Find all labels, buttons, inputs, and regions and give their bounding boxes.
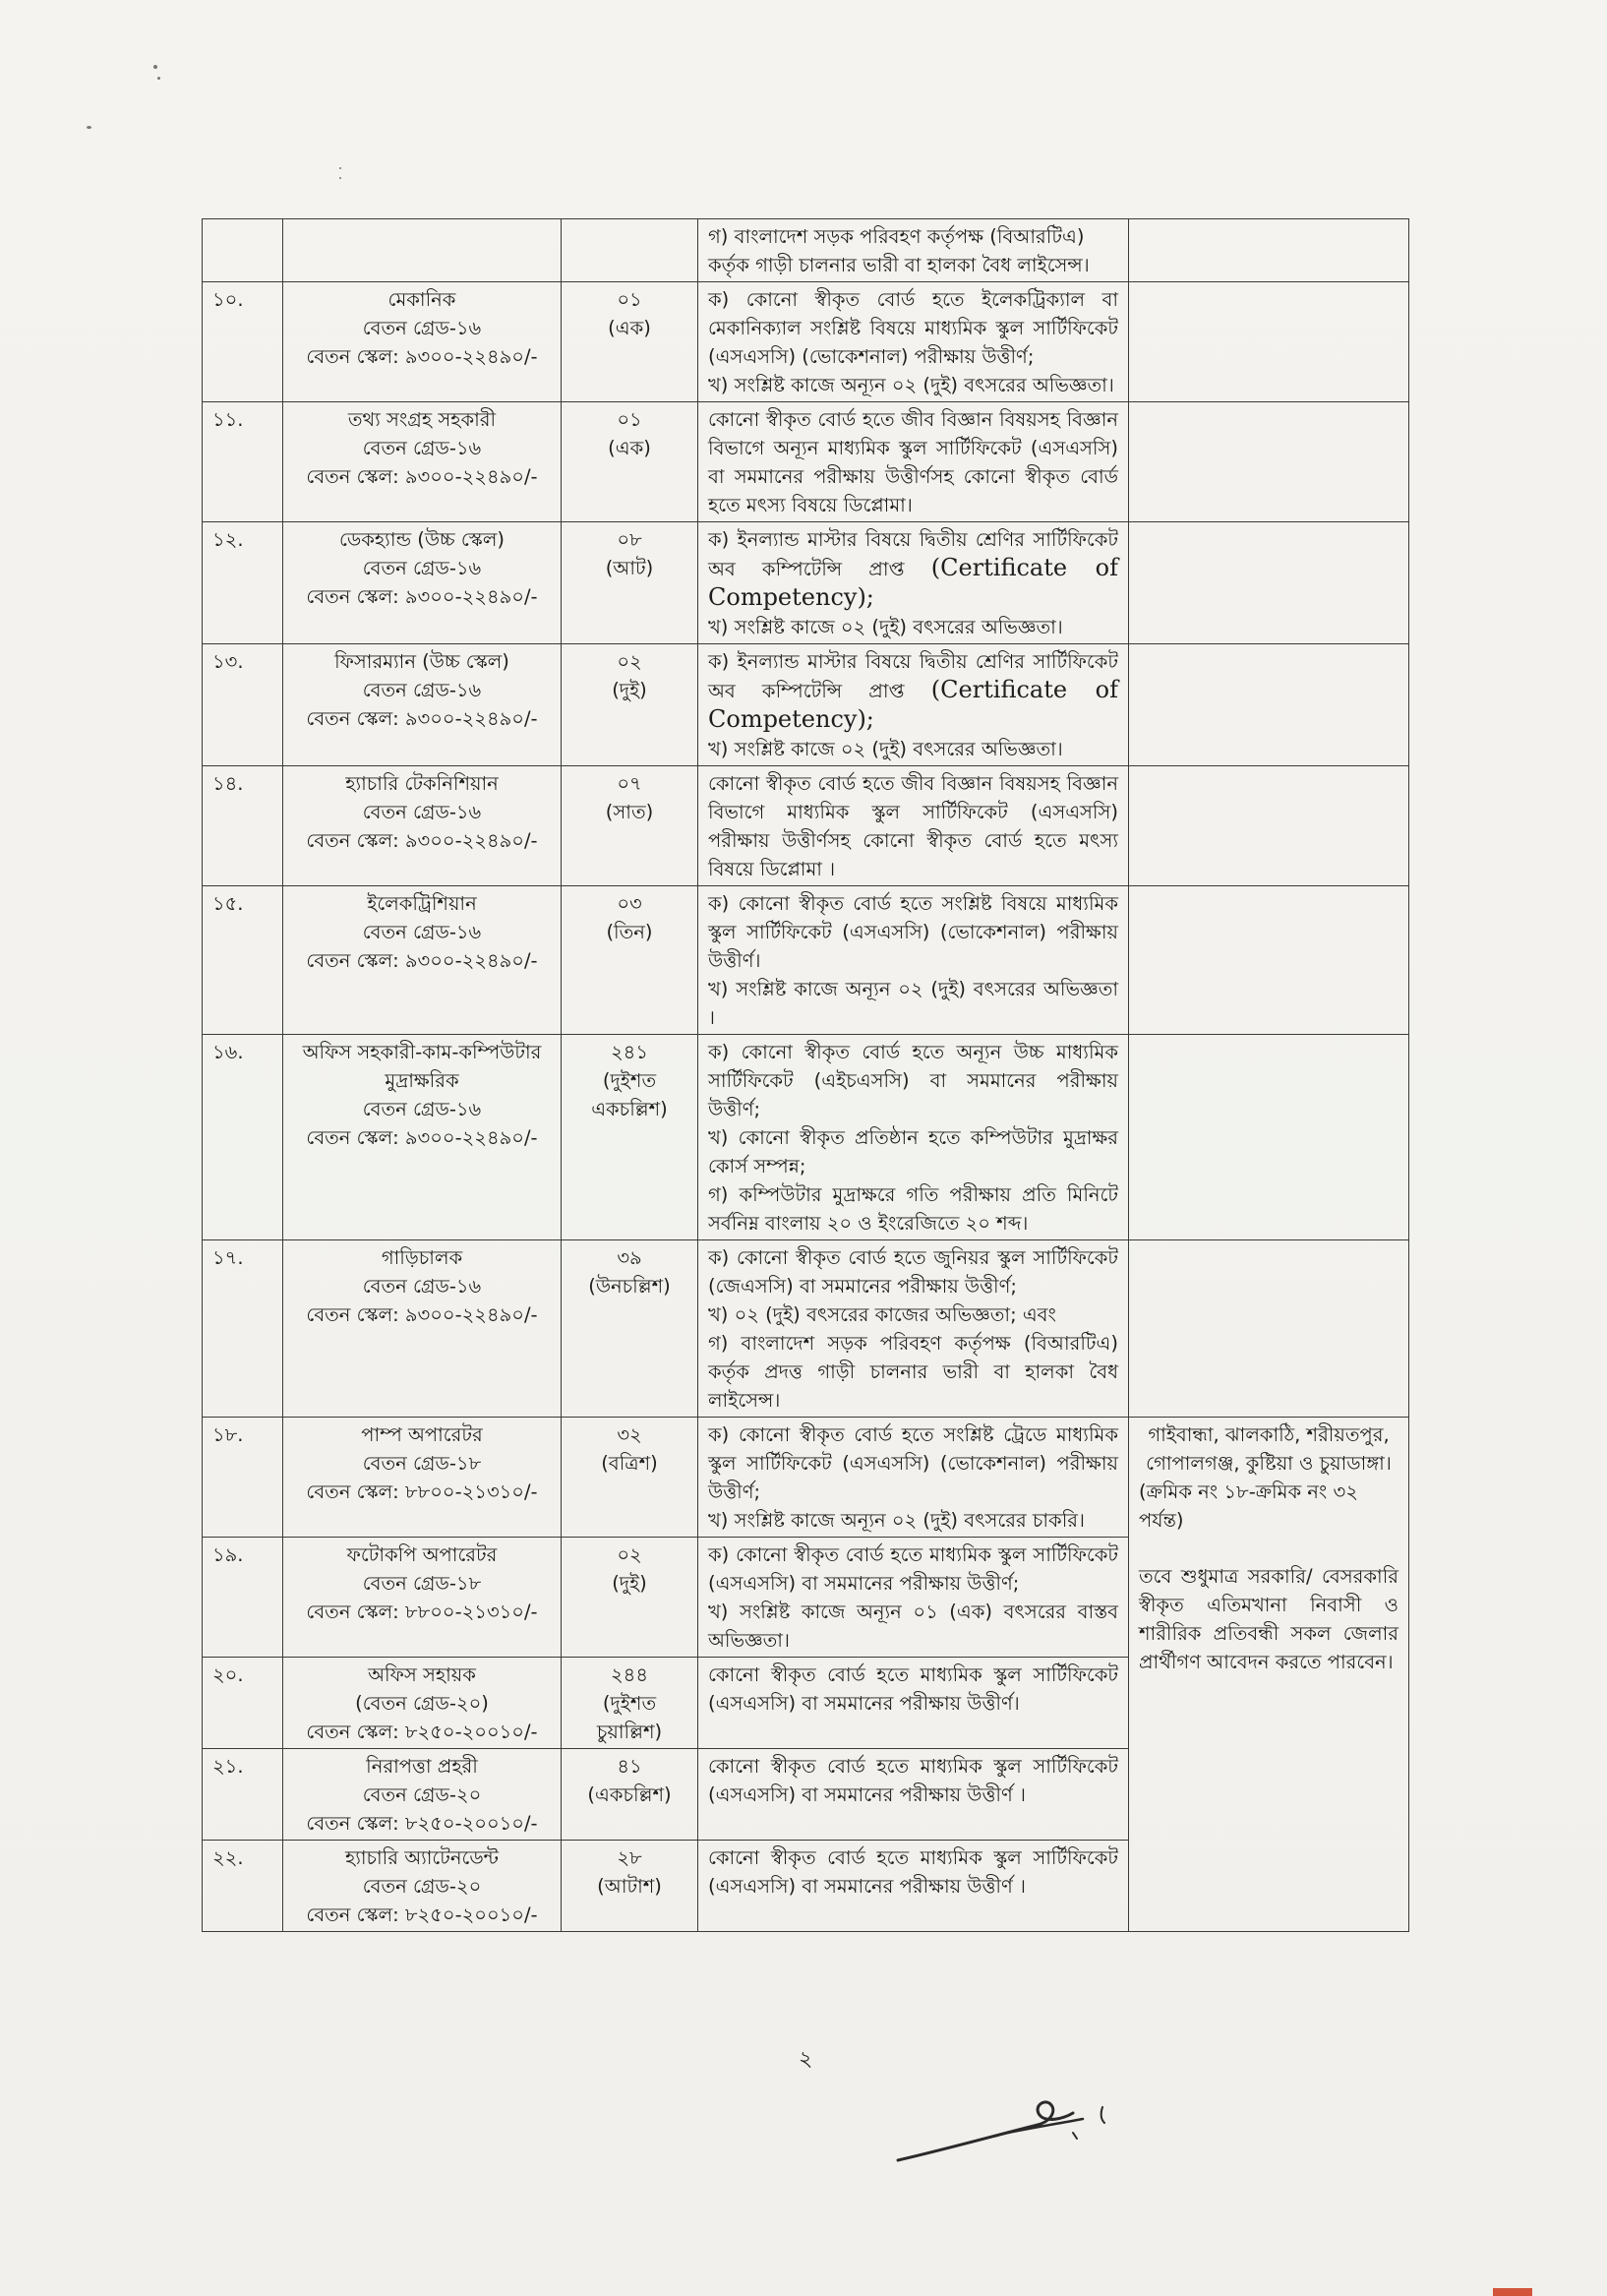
count-cell	[562, 1418, 698, 1538]
post-cell	[283, 644, 562, 766]
count-line: একচল্লিশ)	[591, 1098, 668, 1120]
post-line: ডেকহ্যান্ড (উচ্চ স্কেল)	[339, 528, 505, 551]
post-line: বেতন গ্রেড-১৬	[362, 557, 482, 579]
post-line: নিরাপত্তা প্রহরী	[366, 1755, 478, 1778]
post-line: পাম্প অপারেটর	[361, 1423, 483, 1446]
count-line: (আট)	[605, 557, 654, 579]
count-cell	[562, 766, 698, 886]
table-row	[203, 1035, 1409, 1240]
count-line: ২৪১	[611, 1041, 648, 1063]
count-line: ০২	[617, 1543, 642, 1566]
serial-cell: ১০.	[203, 282, 283, 402]
qualification-line: কোনো স্বীকৃত বোর্ড হতে মাধ্যমিক স্কুল সার্টিফিকেট (এসএসসি) বা সমমানের পরীক্ষায় উত্তীর্ণ।	[708, 1663, 1118, 1715]
qualification-cell	[698, 522, 1129, 644]
qualification-text: ক) ইনল্যান্ড মাস্টার বিষয়ে দ্বিতীয় শ্রেণির সার্টিফিকেট অব কম্পিটেন্সি প্রাপ্ত	[708, 650, 1118, 702]
district-cell	[1129, 219, 1409, 282]
post-cell	[283, 1749, 562, 1841]
qualification-line: কর্তৃক গাড়ী চালনার ভারী বা হালকা বৈধ লাইসেন্স।	[708, 254, 1090, 276]
district-cell	[1129, 282, 1409, 402]
qualification-cell	[698, 219, 1129, 282]
post-line: বেতন স্কেল: ৯৩০০-২২৪৯০/-	[306, 829, 538, 852]
post-line: বেতন গ্রেড-১৬	[362, 679, 482, 701]
qualification-line: গ) বাংলাদেশ সড়ক পরিবহণ কর্তৃপক্ষ (বিআরটিএ) কর্তৃক প্রদত্ত গাড়ী চালনার ভারী বা হালকা বৈধ লাইসেন্স।	[708, 1332, 1118, 1412]
qualification-line: ক) কোনো স্বীকৃত বোর্ড হতে মাধ্যমিক স্কুল সার্টিফিকেট (এসএসসি) বা সমমানের পরীক্ষায় উত্তীর্ণ;	[708, 1543, 1118, 1595]
qualification-line: খ) সংশ্লিষ্ট কাজে অন্যূন ০১ (এক) বৎসরের বাস্তব অভিজ্ঞতা।	[708, 1601, 1118, 1652]
post-line: ফটোকপি অপারেটর	[346, 1543, 498, 1566]
serial-cell	[203, 219, 283, 282]
count-line: ০১	[617, 408, 642, 431]
post-cell	[283, 219, 562, 282]
post-line: বেতন স্কেল: ৯৩০০-২২৪৯০/-	[306, 949, 538, 972]
qualification-line: খ) ০২ (দুই) বৎসরের কাজের অভিজ্ঞতা; এবং	[708, 1303, 1056, 1326]
table-row	[203, 1418, 1409, 1538]
qualification-line: খ) কোনো স্বীকৃত প্রতিষ্ঠান হতে কম্পিউটার মুদ্রাক্ষর কোর্স সম্পন্ন;	[708, 1126, 1118, 1178]
table-row	[203, 766, 1409, 886]
count-line: (আটাশ)	[597, 1875, 662, 1898]
qualification-line: কোনো স্বীকৃত বোর্ড হতে মাধ্যমিক স্কুল সার্টিফিকেট (এসএসসি) বা সমমানের পরীক্ষায় উত্তীর্ণ ।	[708, 1846, 1118, 1898]
post-line: অফিস সহায়ক	[368, 1663, 476, 1686]
count-line: ৪১	[617, 1755, 642, 1778]
qualification-line: খ) সংশ্লিষ্ট কাজে অন্যূন ০২ (দুই) বৎসরের চাকরি।	[708, 1509, 1085, 1532]
post-cell	[283, 1538, 562, 1658]
district-cell	[1129, 1240, 1409, 1418]
serial-cell: ১২.	[203, 522, 283, 644]
post-line: বেতন গ্রেড-২০	[362, 1875, 482, 1898]
qualification-line: খ) সংশ্লিষ্ট কাজে ০২ (দুই) বৎসরের অভিজ্ঞতা।	[708, 616, 1063, 638]
qualification-line: গ) কম্পিউটার মুদ্রাক্ষরে গতি পরীক্ষায় প্রতি মিনিটে সর্বনিম্ন বাংলায় ২০ ও ইংরেজিতে ২০ শব্দ।	[708, 1183, 1118, 1235]
count-cell	[562, 1240, 698, 1418]
qualification-line	[708, 525, 1118, 613]
post-line: বেতন স্কেল: ৯৩০০-২২৪৯০/-	[306, 1126, 538, 1149]
table-row	[203, 402, 1409, 522]
post-line: বেতন স্কেল: ৮২৫০-২০০১০/-	[306, 1812, 538, 1835]
count-cell	[562, 402, 698, 522]
english-term: (Certificate of Competency);	[708, 676, 1118, 733]
count-cell	[562, 886, 698, 1035]
count-cell	[562, 644, 698, 766]
signature-mark	[890, 2064, 1146, 2182]
count-line: (দুইশত	[602, 1069, 657, 1092]
post-line: বেতন স্কেল: ৮৮০০-২১৩১০/-	[306, 1601, 538, 1623]
count-line: ৩৯	[617, 1246, 642, 1269]
count-cell	[562, 522, 698, 644]
post-line: বেতন স্কেল: ৯৩০০-২২৪৯০/-	[306, 465, 538, 488]
post-cell	[283, 1035, 562, 1240]
district-list: গাইবান্ধা, ঝালকাঠি, শরীয়তপুর, গোপালগঞ্জ, কুষ্টিয়া ও চুয়াডাঙ্গা।	[1146, 1423, 1392, 1475]
serial-cell: ২১.	[203, 1749, 283, 1841]
count-cell	[562, 219, 698, 282]
qualification-cell	[698, 1240, 1129, 1418]
count-cell	[562, 282, 698, 402]
qualification-cell	[698, 886, 1129, 1035]
post-line: বেতন স্কেল: ৮২৫০-২০০১০/-	[306, 1903, 538, 1926]
count-line: (বত্রিশ)	[601, 1452, 658, 1475]
post-line: বেতন গ্রেড-১৮	[362, 1452, 482, 1475]
district-cell	[1129, 886, 1409, 1035]
serial-cell: ১১.	[203, 402, 283, 522]
post-cell	[283, 282, 562, 402]
table-row	[203, 219, 1409, 282]
post-line: বেতন গ্রেড-১৮	[362, 1572, 482, 1595]
post-line: বেতন গ্রেড-১৬	[362, 317, 482, 339]
post-line: হ্যাচারি টেকনিশিয়ান	[345, 772, 499, 795]
serial-cell: ১৬.	[203, 1035, 283, 1240]
serial-cell: ২২.	[203, 1841, 283, 1932]
post-cell	[283, 1658, 562, 1749]
post-line: বেতন গ্রেড-১৬	[362, 921, 482, 943]
post-cell	[283, 766, 562, 886]
qualification-line: গ) বাংলাদেশ সড়ক পরিবহণ কর্তৃপক্ষ (বিআরটিএ)	[708, 225, 1085, 248]
post-line: বেতন গ্রেড-১৬	[362, 1098, 482, 1120]
qualification-cell	[698, 402, 1129, 522]
count-line: (এক)	[608, 317, 651, 339]
qualification-line: ক) কোনো স্বীকৃত বোর্ড হতে জুনিয়র স্কুল সার্টিফিকেট (জেএসসি) বা সমমানের পরীক্ষায় উত্তীর্ণ;	[708, 1246, 1118, 1298]
post-cell	[283, 402, 562, 522]
qualification-line: খ) সংশ্লিষ্ট কাজে অন্যূন ০২ (দুই) বৎসরের অভিজ্ঞতা ।	[708, 978, 1118, 1029]
count-line: (দুই)	[612, 679, 647, 701]
qualification-cell	[698, 1658, 1129, 1749]
district-cell	[1129, 766, 1409, 886]
count-line: ০৮	[617, 528, 642, 551]
post-line: ইলেকট্রিশিয়ান	[367, 892, 477, 915]
post-line: বেতন স্কেল: ৯৩০০-২২৪৯০/-	[306, 1303, 538, 1326]
count-line: ৩২	[617, 1423, 642, 1446]
count-cell	[562, 1658, 698, 1749]
qualification-cell	[698, 282, 1129, 402]
qualification-line: ক) কোনো স্বীকৃত বোর্ড হতে সংশ্লিষ্ট বিষয়ে মাধ্যমিক স্কুল সার্টিফিকেট (এসএসসি) (ভোকেশনাল) পরীক্ষায় উত্তীর্ণ।	[708, 892, 1118, 972]
count-line: (এক)	[608, 437, 651, 459]
page-number: ২	[799, 2047, 813, 2072]
post-line: হ্যাচারি অ্যাটেনডেন্ট	[344, 1846, 500, 1869]
qualification-cell	[698, 766, 1129, 886]
post-line: ফিসারম্যান (উচ্চ স্কেল)	[334, 650, 509, 673]
table-row	[203, 282, 1409, 402]
count-line: ০৭	[617, 772, 642, 795]
post-cell	[283, 1418, 562, 1538]
post-line: অফিস সহকারী-কাম-কম্পিউটার মুদ্রাক্ষরিক	[302, 1041, 542, 1092]
district-cell	[1129, 644, 1409, 766]
count-cell	[562, 1538, 698, 1658]
count-line: (সাত)	[605, 801, 654, 823]
count-cell	[562, 1841, 698, 1932]
qualification-line: খ) সংশ্লিষ্ট কাজে ০২ (দুই) বৎসরের অভিজ্ঞতা।	[708, 738, 1063, 760]
serial-range: (ক্রমিক নং ১৮-ক্রমিক নং ৩২ পর্যন্ত)	[1139, 1480, 1358, 1532]
qualification-cell	[698, 1035, 1129, 1240]
table-row	[203, 522, 1409, 644]
qualification-cell	[698, 1538, 1129, 1658]
count-cell	[562, 1749, 698, 1841]
post-line: তথ্য সংগ্রহ সহকারী	[347, 408, 497, 431]
serial-cell: ১৪.	[203, 766, 283, 886]
serial-cell: ২০.	[203, 1658, 283, 1749]
qualification-line: কোনো স্বীকৃত বোর্ড হতে জীব বিজ্ঞান বিষয়সহ বিজ্ঞান বিভাগে মাধ্যমিক স্কুল সার্টিফিকেট (এসএসসি) পরীক্ষায় উত্তীর্ণসহ কোনো স্বীকৃত বোর্ড হতে মৎস্য বিষয়ে ডিপ্লোমা ।	[708, 772, 1118, 880]
serial-cell: ১৮.	[203, 1418, 283, 1538]
serial-cell: ১৯.	[203, 1538, 283, 1658]
serial-cell: ১৫.	[203, 886, 283, 1035]
post-line: বেতন স্কেল: ৯৩০০-২২৪৯০/-	[306, 707, 538, 730]
count-line: ২৪৪	[611, 1663, 648, 1686]
qualification-line: খ) সংশ্লিষ্ট কাজে অন্যূন ০২ (দুই) বৎসরের অভিজ্ঞতা।	[708, 374, 1114, 396]
district-note-cell	[1129, 1418, 1409, 1932]
qualification-line: কোনো স্বীকৃত বোর্ড হতে মাধ্যমিক স্কুল সার্টিফিকেট (এসএসসি) বা সমমানের পরীক্ষায় উত্তীর্ণ ।	[708, 1755, 1118, 1806]
district-cell	[1129, 522, 1409, 644]
table-row	[203, 886, 1409, 1035]
count-line: ০১	[617, 288, 642, 311]
table-row	[203, 644, 1409, 766]
qualification-cell	[698, 1418, 1129, 1538]
qualification-line: কোনো স্বীকৃত বোর্ড হতে জীব বিজ্ঞান বিষয়সহ বিজ্ঞান বিভাগে অন্যূন মাধ্যমিক স্কুল সার্টিফিকেট (এসএসসি) বা সমমানের পরীক্ষায় উত্তীর্ণসহ কোনো স্বীকৃত বোর্ড হতে মৎস্য বিষয়ে ডিপ্লোমা।	[708, 408, 1118, 516]
table-row	[203, 1240, 1409, 1418]
serial-cell: ১৭.	[203, 1240, 283, 1418]
job-requirements-table	[202, 218, 1409, 1932]
count-line: চুয়াল্লিশ)	[596, 1721, 663, 1743]
english-term: (Certificate of Competency);	[708, 554, 1118, 611]
post-cell	[283, 886, 562, 1035]
post-cell	[283, 522, 562, 644]
post-cell	[283, 1240, 562, 1418]
post-cell	[283, 1841, 562, 1932]
post-line: বেতন স্কেল: ৯৩০০-২২৪৯০/-	[306, 585, 538, 608]
count-line: (দুই)	[612, 1572, 647, 1595]
count-line: (দুইশত	[602, 1692, 657, 1715]
eligibility-note: তবে শুধুমাত্র সরকারি/ বেসরকারি স্বীকৃত এতিমখানা নিবাসী ও শারীরিক প্রতিবন্ধী সকল জেলার প্রার্থীগণ আবেদন করতে পারবেন।	[1139, 1565, 1399, 1673]
qualification-line: ক) কোনো স্বীকৃত বোর্ড হতে ইলেকট্রিক্যাল বা মেকানিক্যাল সংশ্লিষ্ট বিষয়ে মাধ্যমিক স্কুল সার্টিফিকেট (এসএসসি) (ভোকেশনাল) পরীক্ষায় উত্তীর্ণ;	[708, 288, 1118, 368]
post-line: মেকানিক	[387, 288, 456, 311]
post-line: বেতন গ্রেড-২০	[362, 1783, 482, 1806]
post-line: বেতন গ্রেড-১৬	[362, 1275, 482, 1298]
qualification-line	[708, 647, 1118, 735]
count-line: ০২	[617, 650, 642, 673]
post-line: বেতন গ্রেড-১৬	[362, 801, 482, 823]
post-line: বেতন স্কেল: ৮২৫০-২০০১০/-	[306, 1721, 538, 1743]
qualification-cell	[698, 644, 1129, 766]
post-line: বেতন স্কেল: ৯৩০০-২২৪৯০/-	[306, 345, 538, 368]
serial-cell: ১৩.	[203, 644, 283, 766]
district-cell	[1129, 1035, 1409, 1240]
count-line: ০৩	[617, 892, 642, 915]
count-line: (উনচল্লিশ)	[588, 1275, 671, 1298]
count-cell	[562, 1035, 698, 1240]
post-line: বেতন স্কেল: ৮৮০০-২১৩১০/-	[306, 1480, 538, 1503]
post-line: (বেতন গ্রেড-২০)	[355, 1692, 489, 1715]
district-cell	[1129, 402, 1409, 522]
count-line: (একচল্লিশ)	[587, 1783, 672, 1806]
qualification-cell	[698, 1841, 1129, 1932]
qualification-cell	[698, 1749, 1129, 1841]
post-line: বেতন গ্রেড-১৬	[362, 437, 482, 459]
count-line: ২৮	[617, 1846, 642, 1869]
qualification-line: ক) কোনো স্বীকৃত বোর্ড হতে অন্যূন উচ্চ মাধ্যমিক সার্টিফিকেট (এইচএসসি) বা সমমানের পরীক্ষায় উত্তীর্ণ;	[708, 1041, 1118, 1120]
count-line: (তিন)	[606, 921, 653, 943]
qualification-line: ক) কোনো স্বীকৃত বোর্ড হতে সংশ্লিষ্ট ট্রেডে মাধ্যমিক স্কুল সার্টিফিকেট (এসএসসি) (ভোকেশনাল) পরীক্ষায় উত্তীর্ণ;	[708, 1423, 1118, 1503]
post-line: গাড়িচালক	[381, 1246, 463, 1269]
qualification-text: ক) ইনল্যান্ড মাস্টার বিষয়ে দ্বিতীয় শ্রেণির সার্টিফিকেট অব কম্পিটেন্সি প্রাপ্ত	[708, 528, 1118, 580]
scan-edge-mark	[1493, 2288, 1532, 2296]
